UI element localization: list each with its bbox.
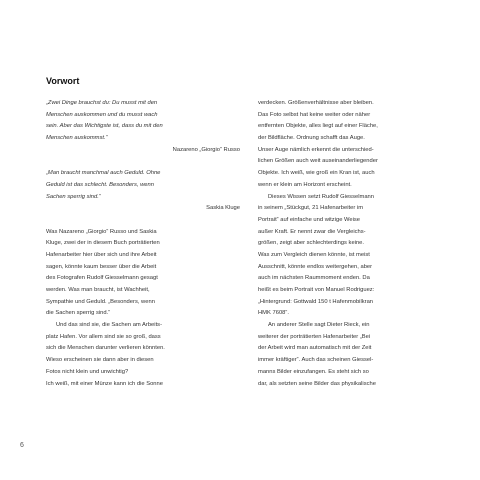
text-line: Was zum Vergleich dienen könnte, ist meist [258, 251, 370, 258]
text-line: Portrait“ auf einfache und witzige Weise [258, 216, 361, 223]
text-line: werden. Was man braucht, ist Wachheit, [46, 287, 150, 293]
text-line: Was Nazareno „Giorgio“ Russo und Saskia [46, 228, 157, 235]
quote-author: Nazareno „Giorgio“ Russo [172, 146, 240, 153]
text-line: lichen Größen auch weit auseinanderliegender [258, 158, 378, 165]
body-paragraph [46, 320, 240, 390]
text-line: die Sachen sperrig sind.“ [46, 310, 111, 317]
text-line: auch im nächsten Raummoment enden. Da [258, 275, 370, 282]
text-line: der Bildfläche. Ordnung schafft das Auge. [258, 135, 365, 142]
text-line: in seinem „Stückgut, 21 Hafenarbeiter im [258, 205, 364, 212]
text-line: Fotos nicht klein und unwichtig? [46, 368, 129, 375]
quote-line: „Zwei Dinge brauchst du: Du musst mit den [46, 100, 158, 106]
quote-line: Geduld ist das schlecht. Besonders, wenn [46, 181, 154, 188]
text-line: HMK 7608“. [258, 310, 289, 317]
text-line: Und das sind sie, die Sachen am Arbeits- [56, 322, 163, 329]
text-line: größen, zeigt aber schlechterdings keine. [258, 240, 365, 247]
body-paragraph [258, 192, 454, 321]
quote-line: Menschen auskommst.“ [46, 135, 108, 142]
right-column [258, 98, 454, 390]
text-line: heißt es beim Portrait von Manuel Rodriguez: [258, 287, 375, 293]
left-column [46, 98, 240, 390]
body-paragraph [46, 227, 240, 321]
text-line: dar, als setzten seine Bilder das physikalische [258, 380, 376, 387]
text-line: manns Bilder einzufangen. Es steht sich so [258, 368, 369, 375]
text-line: Dieses Wissen setzt Rudolf Giesselmann [268, 193, 374, 200]
text-line: der Arbeit wird man automatisch mit der Zeit [258, 345, 372, 352]
text-line: weiterer der porträtierten Hafenarbeiter „Bei [258, 333, 371, 340]
body-paragraph [258, 98, 454, 192]
text-line: Objekte. Ich weiß, wie groß ein Kran ist, auch [258, 170, 375, 177]
text-line: des Fotografen Rudolf Giesselmann gesagt [46, 275, 158, 282]
page-number: 6 [20, 442, 24, 449]
text-line: verdecken. Größenverhältnisse aber bleiben. [258, 100, 374, 106]
quote-line: sein. Aber das Wichtigste ist, dass du mit den [46, 123, 163, 130]
text-line: entfernten Objekte, alles liegt auf einer Fläche, [258, 123, 378, 130]
quote-saskia [46, 168, 240, 215]
quote-author: Saskia Kluge [206, 205, 240, 212]
text-line: wenn er klein am Horizont erscheint. [258, 181, 352, 188]
quote-line: Sachen sperrig sind.“ [46, 193, 101, 200]
body-paragraph [258, 320, 454, 390]
text-line: „Hintergrund: Gottwald 150 t Hafenmobilkran [258, 298, 374, 305]
text-line: sich die Menschen darunter verlieren könnten. [46, 345, 165, 352]
text-line: sagen, könnte kaum besser über die Arbeit [46, 263, 157, 270]
text-line: Hafenarbeiter hier über sich und ihre Arbeit [46, 251, 157, 258]
text-line: Wieso erscheinen sie dann aber in diesen [46, 357, 154, 364]
text-line: Sympathie und Geduld. „Besonders, wenn [46, 298, 155, 305]
quote-line: Menschen auskommen und du musst wach [46, 111, 158, 118]
text-line: außer Kraft. Er nennt zwar die Vergleichs- [258, 228, 366, 235]
quote-line: „Man braucht manchmal auch Geduld. Ohne [46, 170, 161, 177]
page-heading: Vorwort [46, 76, 80, 86]
text-line: Kluge, zwei der in diesem Buch porträtierten [46, 240, 160, 247]
text-line: Ausschnitt, könnte endlos weitergehen, aber [258, 263, 373, 270]
text-line: immer kräftiger“. Auch das scheinen Giessel- [258, 357, 374, 364]
text-line: platz Hafen. Vor allem sind sie so groß, dass [46, 333, 161, 340]
text-line: Unser Auge nämlich erkennt die unterschied- [258, 146, 374, 153]
text-line: An anderer Stelle sagt Dieter Rieck, ein [268, 322, 370, 329]
text-line: Das Foto selbst hat keine weiter oder näher [258, 111, 371, 118]
quote-nazareno [46, 98, 240, 156]
text-line: Ich weiß, mit einer Münze kann ich die Sonne [46, 380, 163, 387]
